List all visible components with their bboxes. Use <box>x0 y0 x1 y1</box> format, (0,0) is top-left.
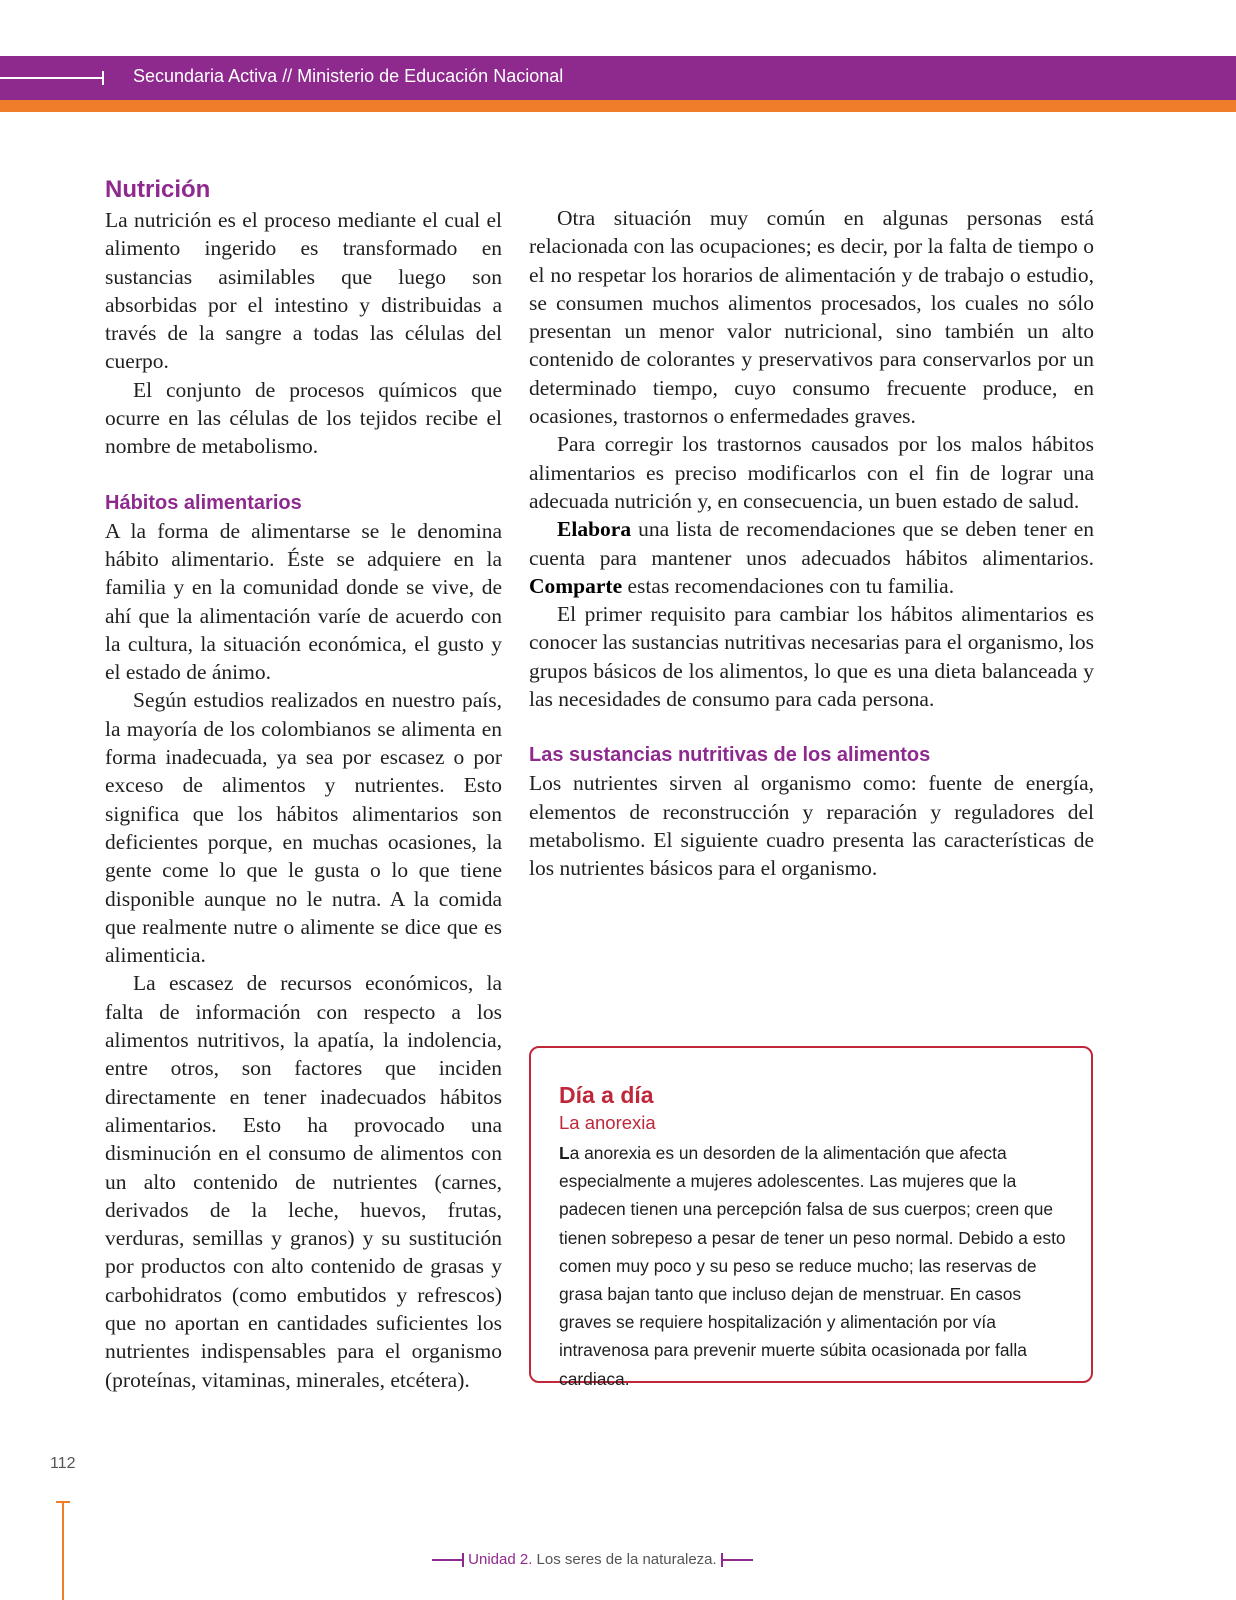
drop-cap: L <box>559 1143 570 1163</box>
subheading-habitos: Hábitos alimentarios <box>105 491 302 514</box>
activity-paragraph: Elabora una lista de recomendaciones que se deben tener en cuenta para mantener unos adecuados hábitos alimentarios. Comparte estas recomendaciones con tu familia. <box>529 517 1094 598</box>
subheading-sustancias: Las sustancias nutritivas de los alimentos <box>529 744 931 767</box>
paragraph: Para corregir los trastornos causados por los malos hábitos alimentarios es preciso modificarlos con el fin de lograr una adecuada nutrición y, en consecuencia, un buen estado de salud. <box>529 432 1094 513</box>
footer-unit: Unidad 2. <box>468 1551 533 1568</box>
paragraph: Los nutrientes sirven al organismo como: fuente de energía, elementos de reconstrucción y reparación y reguladores del metabolismo. El siguiente cuadro presenta las características de los nutrientes básicos para el organismo. <box>529 771 1094 881</box>
box-text: La anorexia es un desorden de la alimentación que afecta especialmente a mujeres adolescentes. Las mujeres que la padecen tienen una percepción falsa de sus cuerpos; creen que tienen sobrepeso a pesar de tener un peso normal. Debido a esto comen muy poco y su peso se reduce mucho; las reservas de grasa bajan tanto que incluso dejan de menstruar. En casos graves se requiere hospitalización y alimentación por vía intravenosa para prevenir muerte súbita ocasionada por falla cardiaca. <box>559 1143 1066 1389</box>
box-title: Día a día <box>559 1082 654 1108</box>
footer-title: Los seres de la naturaleza. <box>532 1551 717 1568</box>
footer-rule-left <box>432 1559 464 1561</box>
header-rule-tick <box>102 71 104 85</box>
paragraph: El primer requisito para cambiar los hábitos alimentarios es conocer las sustancias nutritivas necesarias para el organismo, los grupos básicos de los alimentos, lo que es una dieta balanceada y las necesidades de consumo para cada persona. <box>529 602 1094 712</box>
header-accent-stripe <box>0 100 1236 112</box>
footer-rule-right <box>721 1559 753 1561</box>
right-column <box>529 204 1094 883</box>
keyword-elabora: Elabora <box>557 517 632 542</box>
paragraph: A la forma de alimentarse se le denomina hábito alimentario. Éste se adquiere en la familia y en la comunidad donde se vive, de ahí que la alimentación varíe de acuerdo con la cultura, la situación económica, el gusto y el estado de ánimo. <box>105 518 502 685</box>
paragraph: La nutrición es el proceso mediante el cual el alimento ingerido es transformado en sustancias asimilables que luego son absorbidas por el intestino y distribuidas a través de la sangre a todas las células del cuerpo. <box>105 208 502 374</box>
dia-a-dia-box <box>529 1046 1093 1389</box>
paragraph: Otra situación muy común en algunas personas está relacionada con las ocupaciones; es decir, por la falta de tiempo o el no respetar los horarios de alimentación y de trabajo o estudio, se consumen muchos alimentos procesados, los cuales no sólo presentan un menor valor nutricional, sino también un alto contenido de colorantes y preservativos para conservarlos por un determinado tiempo, cuyo consumo frecuente produce, en ocasiones, trastornos o enfermedades graves. <box>529 206 1094 429</box>
paragraph: El conjunto de procesos químicos que ocurre en las células de los tejidos recibe el nombre de metabolismo. <box>105 377 502 459</box>
left-column <box>105 174 502 1394</box>
paragraph: La escasez de recursos económicos, la falta de información con respecto a los alimentos nutritivos, la apatía, la indolencia, entre otros, son factores que inciden directamente en tener inadecuados hábitos alimentarios. Esto ha provocado una disminución en el consumo de alimentos con un alto contenido de nutrientes (carnes, derivados de la leche, huevos, frutas, verduras, semillas y granos) y su sustitución por productos con alto contenido de grasas y carbohidratos (como embutidos y refrescos) que no aportan en cantidades suficientes los nutrientes indispensables para el organismo (proteínas, vitaminas, minerales, etcétera). <box>105 971 502 1392</box>
header-rule <box>0 77 104 79</box>
section-heading-nutricion: Nutrición <box>105 176 211 203</box>
footer <box>432 1551 753 1571</box>
keyword-comparte: Comparte <box>529 573 623 598</box>
page-number: 112 <box>50 1455 76 1472</box>
paragraph: Según estudios realizados en nuestro país, la mayoría de los colombianos se alimenta en forma inadecuada, ya sea por escasez o por exceso de alimentos y nutrientes. Esto significa que los hábitos alimentarios son deficientes porque, en muchas ocasiones, la gente come lo que le gusta o lo que tiene disponible aunque no le nutra. A la comida que realmente nutre o alimente se dice que es alimenticia. <box>105 688 502 968</box>
header-title: Secundaria Activa // Ministerio de Educación Nacional <box>133 66 564 86</box>
box-subtitle: La anorexia <box>559 1112 656 1133</box>
margin-rule <box>62 1502 64 1600</box>
